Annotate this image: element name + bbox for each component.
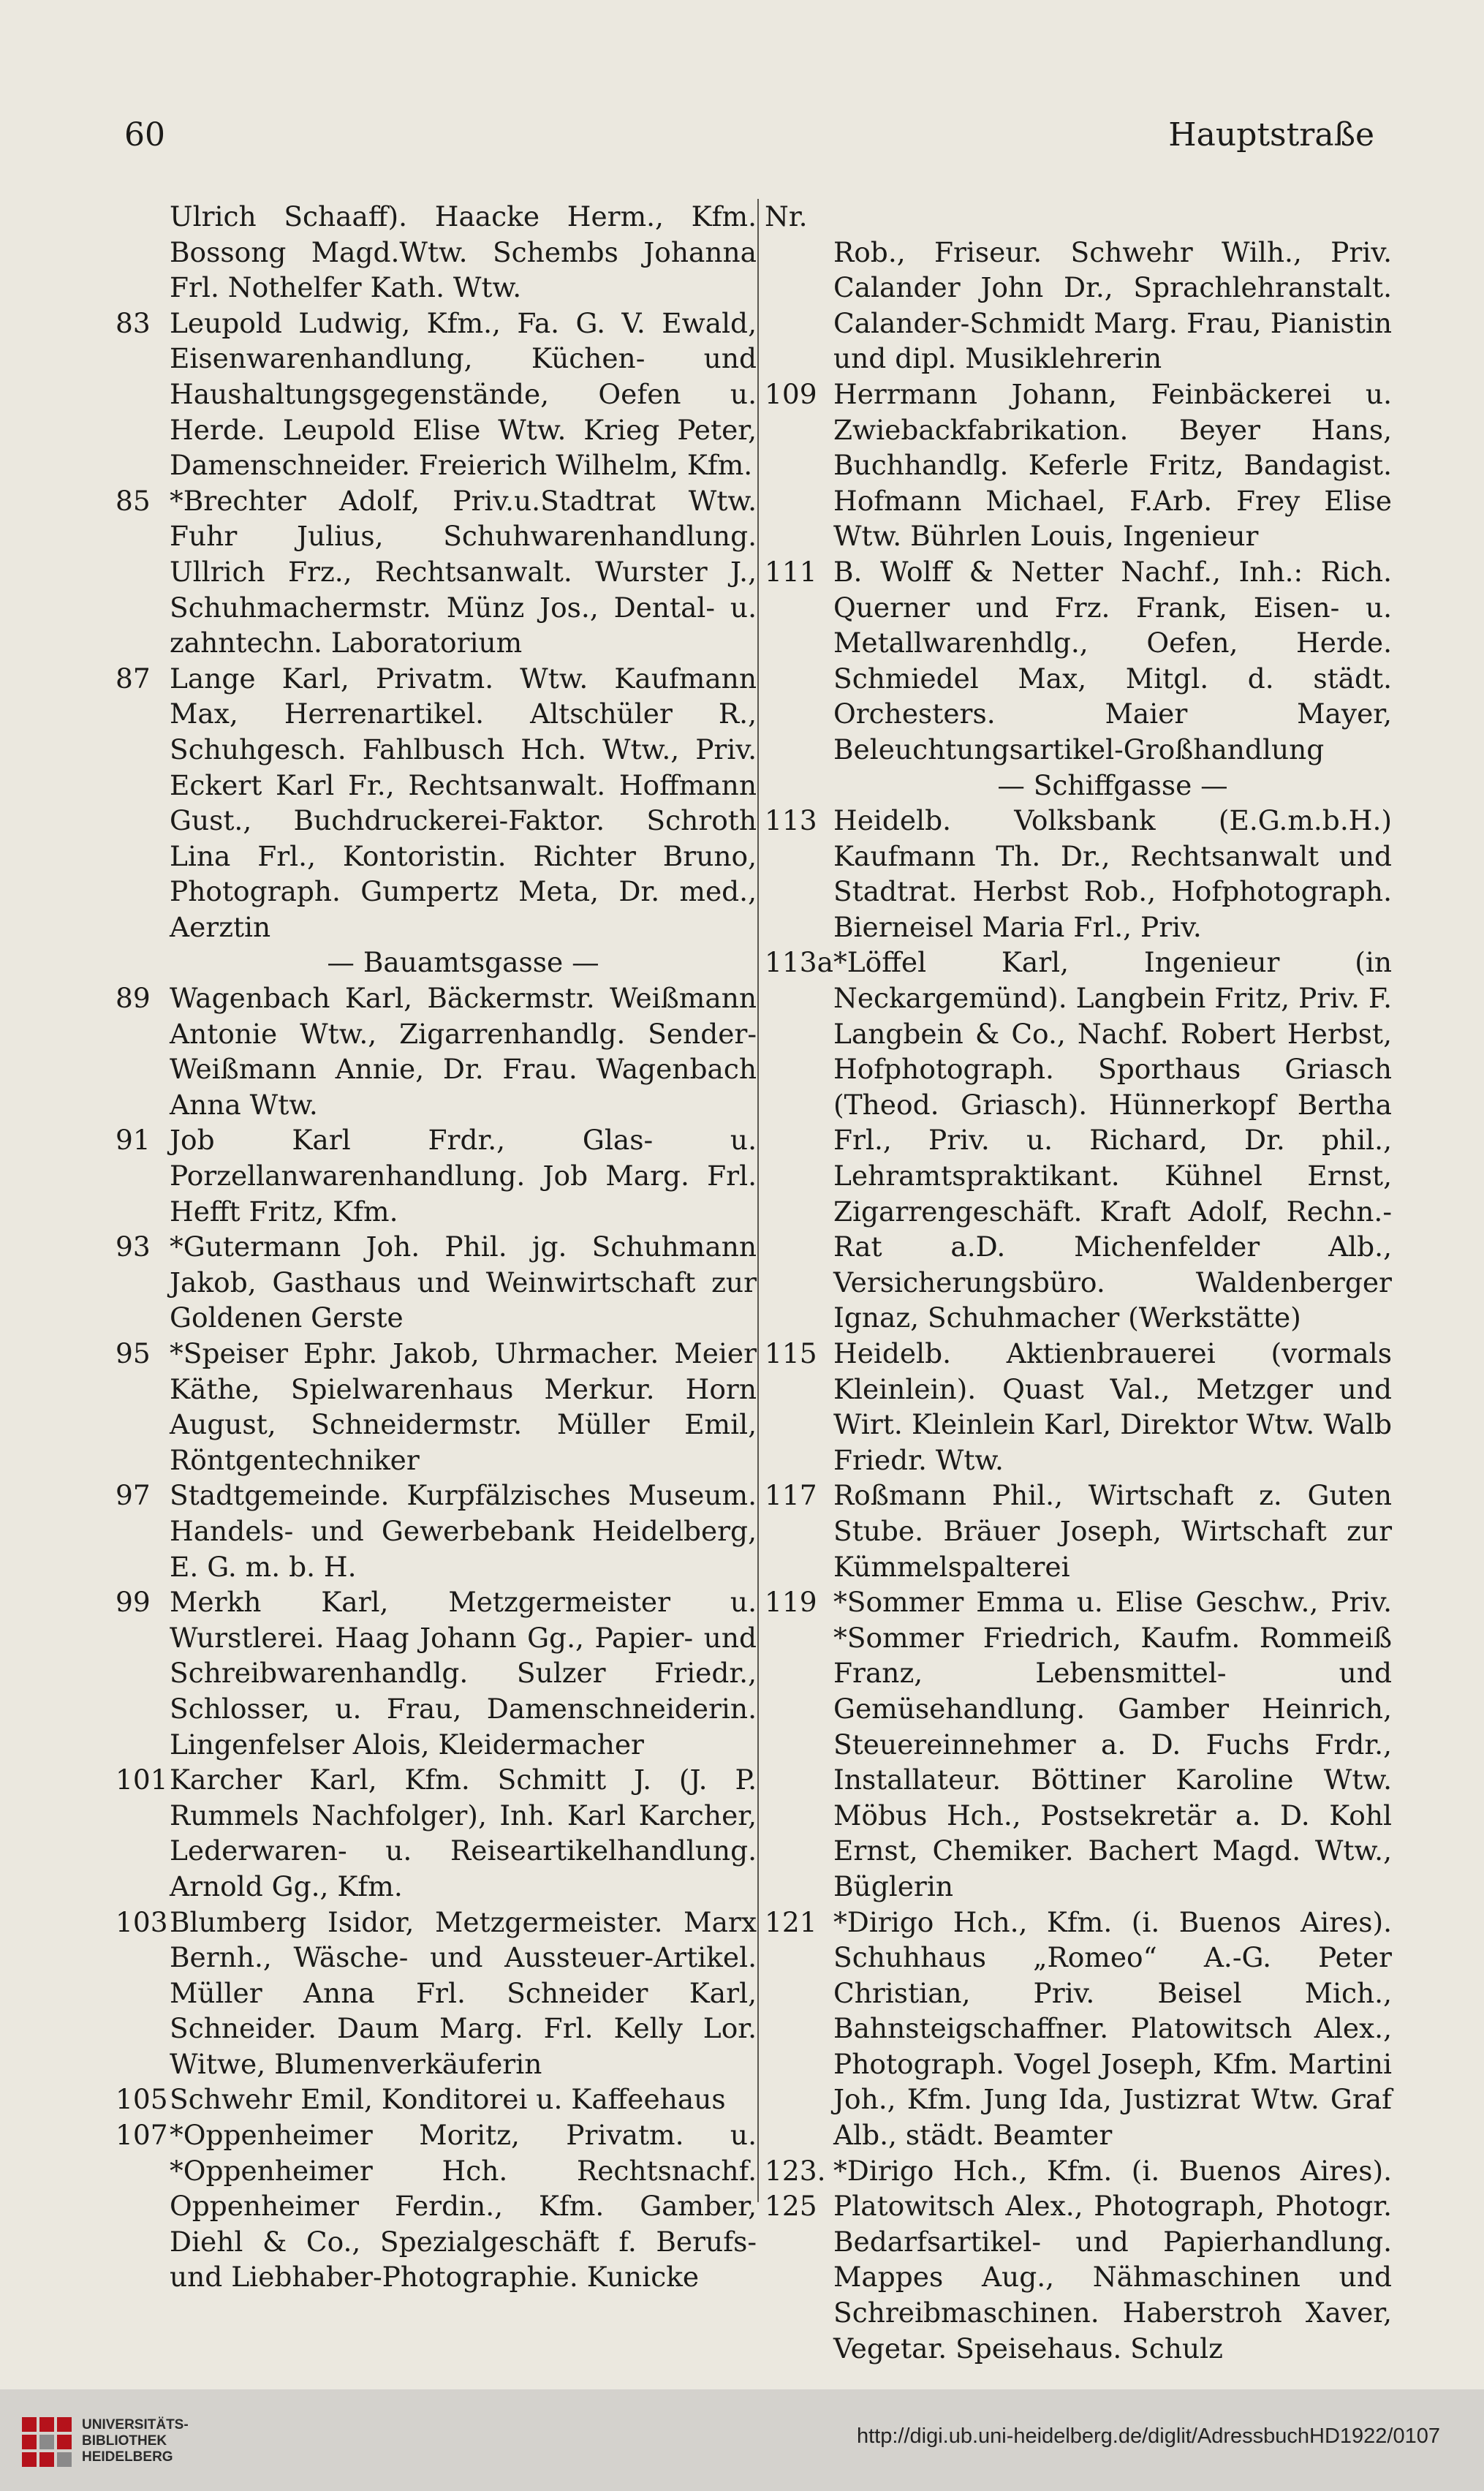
address-entry	[762, 377, 1392, 554]
house-number: 119	[765, 1586, 817, 1619]
resident-list: *Gutermann Joh. Phil. jg. Schuhmann Jakob, Gasthaus und Weinwirtschaft zur Goldenen Gerste	[170, 1231, 757, 1334]
resident-list: Blumberg Isidor, Metzgermeister. Marx Bernh., Wäsche- und Aussteuer-Artikel. Müller Anna Frl. Schneider Karl, Schneider. Daum Marg. Frl. Kelly Lor. Witwe, Blumenverkäuferin	[170, 1905, 757, 2080]
resident-list: *Löffel Karl, Ingenieur (in Neckargemünd). Langbein Fritz, Priv. F. Langbein & Co., Nachf. Robert Herbst, Hofphotograph. Sporthaus Griasch (Theod. Griasch). Hünnerkopf Bertha Frl., Priv. u. Richard, Dr. phil., Lehramtspraktikant. Kühnel Ernst, Zigarrengeschäft. Kraft Adolf, Rechn.-Rat a.D. Michenfelder Alb., Versicherungsbüro. Waldenberger Ignaz, Schuhmacher (Werkstätte)	[833, 946, 1392, 1334]
address-entry	[110, 2117, 757, 2295]
address-entry	[110, 1478, 757, 1584]
address-entry	[110, 1336, 757, 1478]
resident-list: Roßmann Phil., Wirtschaft z. Guten Stube. Bräuer Joseph, Wirtschaft zur Kümmelspalterei	[833, 1479, 1392, 1583]
address-entry	[110, 1584, 757, 1762]
address-entry	[110, 661, 757, 945]
resident-list: *Sommer Emma u. Elise Geschw., Priv. *Sommer Friedrich, Kaufm. Rommeiß Franz, Lebensmittel- und Gemüsehandlung. Gamber Heinrich, Steuereinnehmer a. D. Fuchs Frdr., Installateur. Böttiner Karoline Wtw. Möbus Hch., Postsekretär a. D. Kohl Ernst, Chemiker. Bachert Magd. Wtw., Büglerin	[833, 1586, 1392, 1902]
right-column	[762, 199, 1392, 2365]
house-number: 113a	[765, 946, 833, 979]
resident-list: Stadtgemeinde. Kurpfälzisches Museum. Handels- und Gewerbebank Heidelberg, E. G. m. b. H.	[170, 1479, 757, 1583]
resident-list: Heidelb. Volksbank (E.G.m.b.H.) Kaufmann Th. Dr., Rechtsanwalt und Stadtrat. Herbst Rob., Hofphotograph. Bierneisel Maria Frl., Priv.	[833, 804, 1392, 943]
house-number: Nr.	[765, 200, 808, 233]
address-entry	[762, 945, 1392, 1336]
address-entry	[762, 1905, 1392, 2153]
house-number: 117	[765, 1479, 817, 1512]
address-entry	[762, 1478, 1392, 1584]
house-number: 99	[116, 1586, 151, 1619]
resident-list: Job Karl Frdr., Glas- u. Porzellanwarenhandlung. Job Marg. Frl. Hefft Fritz, Kfm.	[170, 1124, 757, 1228]
resident-list: Leupold Ludwig, Kfm., Fa. G. V. Ewald, Eisenwarenhandlung, Küchen- und Haushaltungsgegenstände, Oefen u. Herde. Leupold Elise Wtw. Krieg Peter, Damenschneider. Freierich Wilhelm, Kfm.	[170, 306, 757, 482]
resident-list: B. Wolff & Netter Nachf., Inh.: Rich. Querner und Frz. Frank, Eisen- u. Metallwarenhdlg., Oefen, Herde. Schmiedel Max, Mitgl. d. städt. Orchesters. Maier Mayer, Beleuchtungsartikel-Großhandlung	[833, 555, 1392, 766]
house-number: 101	[116, 1764, 168, 1796]
column-divider	[757, 199, 759, 2202]
resident-list: Schwehr Emil, Konditorei u. Kaffeehaus	[170, 2083, 726, 2116]
resident-list: Herrmann Johann, Feinbäckerei u. Zwiebackfabrikation. Beyer Hans, Buchhandlg. Keferle Fritz, Bandagist. Hofmann Michael, F.Arb. Frey Elise Wtw. Bührlen Louis, Ingenieur	[833, 377, 1392, 553]
library-name: UNIVERSITÄTS- BIBLIOTHEK HEIDELBERG	[82, 2417, 189, 2465]
house-number: 89	[116, 982, 151, 1015]
house-number: 115	[765, 1337, 817, 1369]
house-number: 93	[116, 1231, 151, 1263]
resident-list: Ulrich Schaaff). Haacke Herm., Kfm. Bossong Magd.Wtw. Schembs Johanna Frl. Nothelfer Kath. Wtw.	[170, 200, 757, 304]
house-number: 109	[765, 377, 817, 410]
left-column	[110, 199, 757, 2294]
house-number: 107	[116, 2119, 168, 2152]
resident-list: Lange Karl, Privatm. Wtw. Kaufmann Max, Herrenartikel. Altschüler R., Schuhgesch. Fahlbusch Hch. Wtw., Priv. Eckert Karl Fr., Rechtsanwalt. Hoffmann Gust., Buchdruckerei-Faktor. Schroth Lina Frl., Kontoristin. Richter Bruno, Photograph. Gumpertz Meta, Dr. med., Aerztin	[170, 662, 757, 943]
source-url-link[interactable]: http://digi.ub.uni-heidelberg.de/diglit/AdressbuchHD1922/0107	[856, 2424, 1440, 2448]
house-number: 123. 125	[765, 2154, 826, 2223]
page-number: 60	[124, 116, 165, 154]
house-number: 91	[116, 1124, 151, 1157]
house-number: 103	[116, 1905, 168, 1938]
resident-list: Rob., Friseur. Schwehr Wilh., Priv. Calander John Dr., Sprachlehranstalt. Calander-Schmidt Marg. Frau, Pianistin und dipl. Musiklehrerin	[833, 235, 1392, 375]
address-entry	[762, 803, 1392, 945]
address-entry	[110, 1905, 757, 2082]
address-entry	[762, 1584, 1392, 1904]
running-title: Hauptstraße	[1168, 116, 1374, 154]
page-header	[110, 110, 1374, 161]
address-entry	[110, 306, 757, 483]
address-entry	[762, 235, 1392, 377]
address-entry	[110, 1762, 757, 1904]
resident-list: Wagenbach Karl, Bäckermstr. Weißmann Antonie Wtw., Zigarrenhandlg. Sender-Weißmann Annie, Dr. Frau. Wagenbach Anna Wtw.	[170, 982, 757, 1121]
address-entry	[110, 483, 757, 661]
address-entry	[110, 199, 757, 306]
resident-list: *Dirigo Hch., Kfm. (i. Buenos Aires). Platowitsch Alex., Photograph, Photogr. Bedarfsartikel- und Papierhandlung. Mappes Aug., Nähmaschinen und Schreibmaschinen. Haberstroh Xaver, Vegetar. Speisehaus. Schulz	[833, 2154, 1392, 2365]
address-entry	[762, 2153, 1392, 2367]
house-number: 83	[116, 306, 151, 339]
resident-list: *Dirigo Hch., Kfm. (i. Buenos Aires). Schuhhaus „Romeo“ A.-G. Peter Christian, Priv. Beisel Mich., Bahnsteigschaffner. Platowitsch Alex., Photograph. Vogel Joseph, Kfm. Martini Joh., Kfm. Jung Ida, Justizrat Wtw. Graf Alb., städt. Beamter	[833, 1905, 1392, 2152]
resident-list: Heidelb. Aktienbrauerei (vormals Kleinlein). Quast Val., Metzger und Wirt. Kleinlein Karl, Direktor Wtw. Walb Friedr. Wtw.	[833, 1337, 1392, 1476]
house-number: 87	[116, 662, 151, 695]
street-separator: — Schiffgasse —	[997, 768, 1228, 801]
resident-list: *Brechter Adolf, Priv.u.Stadtrat Wtw. Fuhr Julius, Schuhwarenhandlung. Ullrich Frz., Rechtsanwalt. Wurster J., Schuhmachermstr. Münz Jos., Dental- u. zahntechn. Laboratorium	[170, 484, 757, 659]
address-entry	[110, 1229, 757, 1336]
street-separator: — Bauamtsgasse —	[327, 946, 599, 979]
resident-list	[833, 199, 1392, 235]
address-entry	[110, 980, 757, 1122]
resident-list: Karcher Karl, Kfm. Schmitt J. (J. P. Rummels Nachfolger), Inh. Karl Karcher, Lederwaren- u. Reiseartikelhandlung. Arnold Gg., Kfm.	[170, 1764, 757, 1902]
house-number: 97	[116, 1479, 151, 1512]
house-number: 85	[116, 484, 151, 517]
address-entry	[110, 1122, 757, 1229]
address-entry	[762, 1336, 1392, 1478]
house-number: 111	[765, 555, 817, 588]
resident-list: *Oppenheimer Moritz, Privatm. u. *Oppenheimer Hch. Rechtsnachf. Oppenheimer Ferdin., Kfm. Gamber, Diehl & Co., Spezialgeschäft f. Berufs- und Liebhaber-Photographie. Kunicke	[170, 2119, 757, 2294]
address-entry	[762, 199, 1392, 235]
library-logo-icon	[20, 2416, 73, 2468]
address-entry	[762, 554, 1392, 768]
footer-bar	[0, 2389, 1484, 2491]
address-entry	[110, 2082, 757, 2117]
resident-list: Merkh Karl, Metzgermeister u. Wurstlerei. Haag Johann Gg., Papier- und Schreibwarenhandlg. Sulzer Friedr., Schlosser, u. Frau, Damenschneiderin. Lingenfelser Alois, Kleidermacher	[170, 1586, 757, 1761]
house-number: 113	[765, 804, 817, 837]
resident-list: *Speiser Ephr. Jakob, Uhrmacher. Meier Käthe, Spielwarenhaus Merkur. Horn August, Schneidermstr. Müller Emil, Röntgentechniker	[170, 1337, 757, 1476]
house-number: 105	[116, 2083, 168, 2116]
house-number: 95	[116, 1337, 151, 1369]
house-number: 121	[765, 1905, 817, 1938]
